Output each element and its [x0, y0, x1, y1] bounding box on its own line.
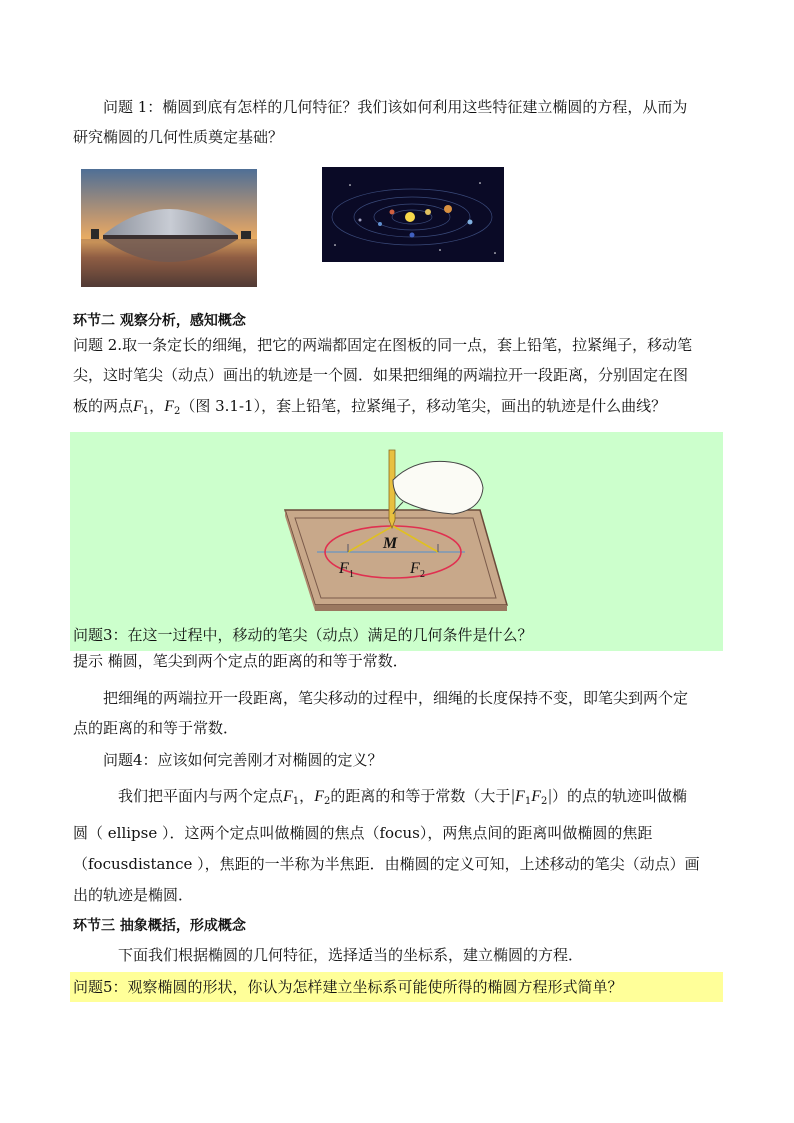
section-3-heading: 环节三 抽象概括，形成概念 [73, 918, 246, 934]
ellipse-drawing-figure [275, 440, 515, 615]
label-f1-sub: 1 [349, 569, 354, 580]
solar-system-photo [320, 165, 510, 290]
label-f2-sub: 2 [420, 569, 425, 580]
question-2-line-3: 板的两点$F_1$，$F_2$（图 3.1-1），套上铅笔，拉紧绳子，移动笔尖，画出的轨迹是什么曲线？ [73, 397, 667, 417]
question-1-line-1: 问题 1：椭圆到底有怎样的几何特征？我们该如何利用这些特征建立椭圆的方程，从而为 [103, 98, 688, 116]
question-2-line-2: 尖，这时笔尖（动点）画出的轨迹是一个圆．如果把细绳的两端拉开一段距离，分别固定在图 [73, 366, 689, 384]
label-f1: F [339, 560, 349, 577]
explanation-line-1: 把细绳的两端拉开一段距离，笔尖移动的过程中，细绳的长度保持不变，即笔尖到两个定 [103, 689, 689, 707]
grand-theatre-photo [73, 165, 263, 290]
definition-line-4: 出的轨迹是椭圆． [73, 886, 194, 904]
label-m: M [383, 535, 398, 552]
explanation-line-2: 点的距离的和等于常数． [73, 719, 239, 737]
question-2-line-1: 问题 2.取一条定长的细绳，把它的两端都固定在图板的同一点，套上铅笔，拉紧绳子，移动笔 [73, 336, 693, 354]
definition-line-1: 我们把平面内与两个定点$F_1$，$F_2$的距离的和等于常数（大于$|F_1F_2|$）的点的轨迹叫做椭 [118, 786, 688, 807]
question-5: 问题5：观察椭圆的形状，你认为怎样建立坐标系可能使所得的椭圆方程形式简单？ [73, 978, 623, 996]
definition-line-2: 圆（ ellipse ）．这两个定点叫做椭圆的焦点（focus），两焦点间的距离叫做椭圆的焦距 [73, 824, 653, 842]
question-4: 问题4：应该如何完善刚才对椭圆的定义？ [103, 751, 383, 769]
question-1-line-2: 研究椭圆的几何性质奠定基础？ [73, 128, 284, 146]
hint-text: 提示 椭圆，笔尖到两个定点的距离的和等于常数． [73, 652, 408, 670]
question-3: 问题3：在这一过程中，移动的笔尖（动点）满足的几何条件是什么？ [73, 626, 533, 644]
intro-text: 下面我们根据椭圆的几何特征，选择适当的坐标系，建立椭圆的方程． [118, 946, 584, 964]
section-2-heading: 环节二 观察分析，感知概念 [73, 313, 246, 329]
label-f2: F [410, 560, 420, 577]
definition-line-3: （focusdistance ），焦距的一半称为半焦距．由椭圆的定义可知，上述移动的笔尖（动点）画 [73, 855, 700, 873]
